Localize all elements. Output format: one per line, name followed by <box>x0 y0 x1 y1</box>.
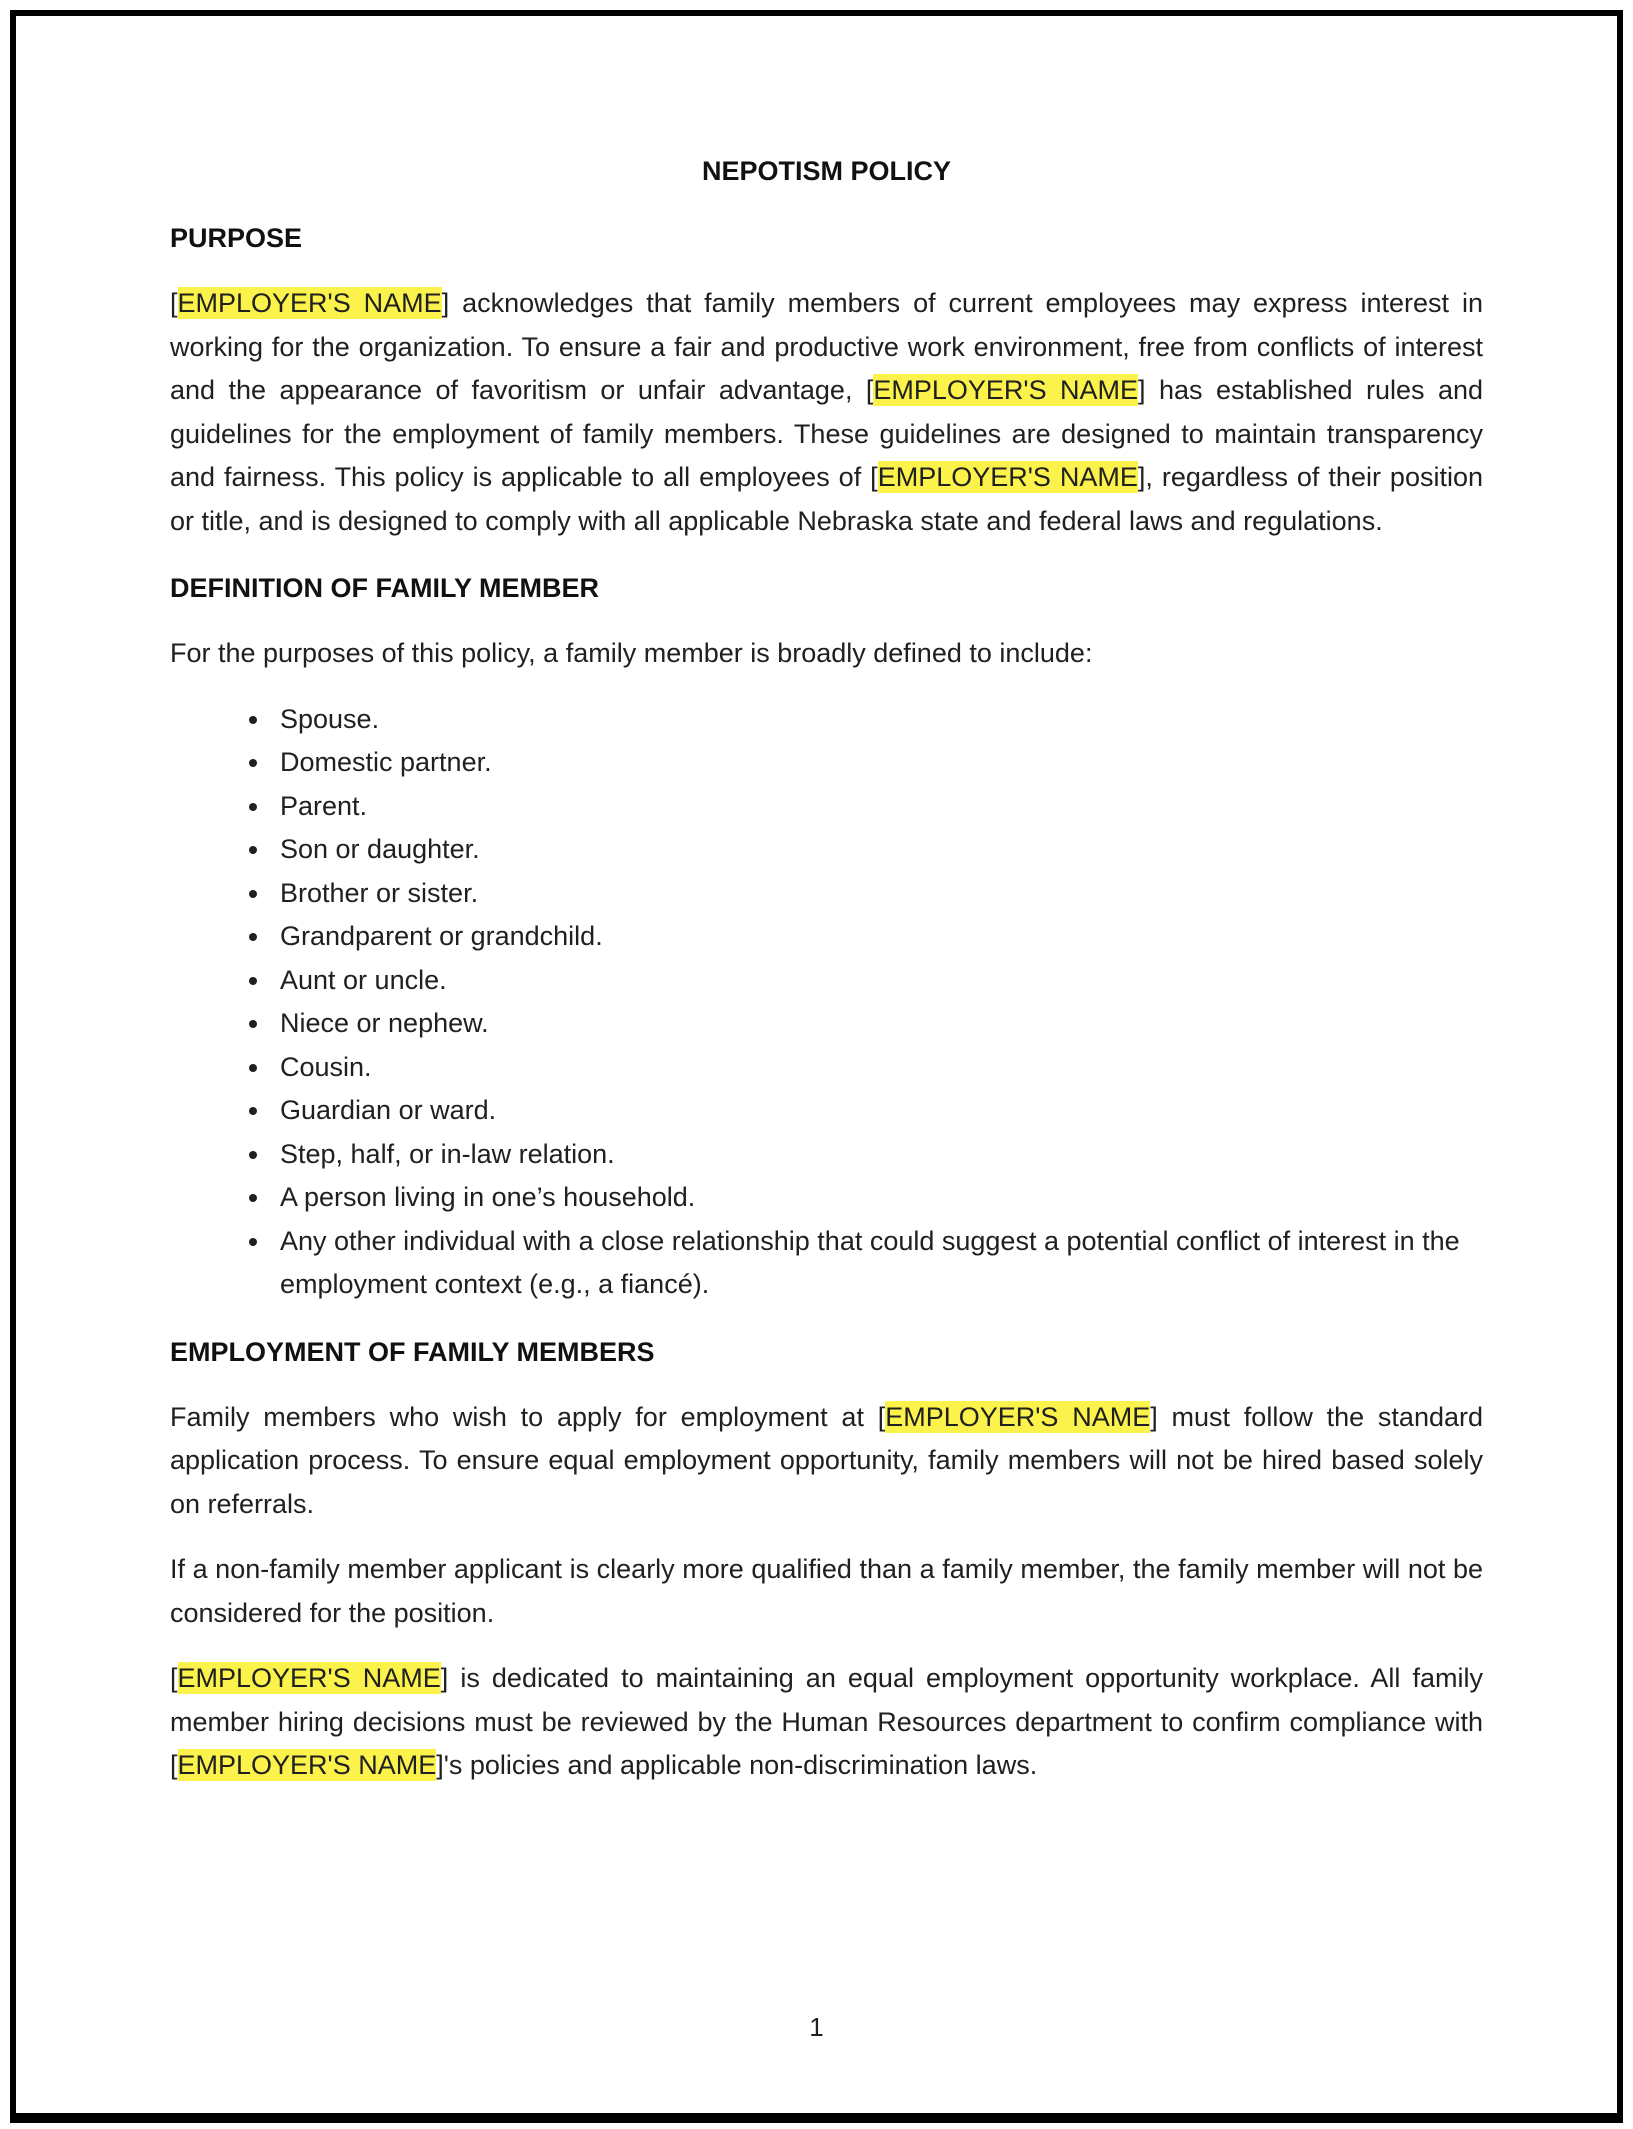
section-heading-employment: EMPLOYMENT OF FAMILY MEMBERS <box>170 1336 655 1367</box>
text-segment: ] must follow the standard application process. To ensure equal employment opportunity, family members will not be hired based solely on referrals. <box>170 1401 1483 1519</box>
list-item: • Brother or sister. <box>272 872 1483 916</box>
list-item: • Aunt or uncle. <box>272 959 1483 1003</box>
list-item: • A person living in one’s household. <box>272 1176 1483 1220</box>
list-item: • Son or daughter. <box>272 828 1483 872</box>
document-body <box>170 150 1483 1810</box>
text-segment: Family members who wish to apply for employment at [ <box>170 1401 886 1432</box>
list-item: • Grandparent or grandchild. <box>272 915 1483 959</box>
highlighted-placeholder: EMPLOYER'S NAME <box>177 1750 437 1780</box>
section-heading-purpose: PURPOSE <box>170 223 303 253</box>
definition-intro-paragraph: For the purposes of this policy, a family member is broadly defined to include: <box>170 638 1093 668</box>
text-segment: ] is dedicated to maintaining an equal employment opportunity workplace. All family member hiring decisions must be reviewed by the Human Resources department to confirm compliance with [ <box>170 1663 1483 1780</box>
list-item: • Any other individual with a close relationship that could suggest a potential conflict of interest in the employment context (e.g., a fiancé). <box>272 1220 1483 1307</box>
highlighted-placeholder: EMPLOYER'S NAME <box>877 462 1138 492</box>
highlighted-placeholder: EMPLOYER'S NAME <box>177 1663 441 1693</box>
list-item: • Spouse. <box>272 698 1483 742</box>
list-item: • Step, half, or in-law relation. <box>272 1133 1483 1177</box>
list-item: • Cousin. <box>272 1046 1483 1090</box>
section-heading-definition: DEFINITION OF FAMILY MEMBER <box>170 573 600 603</box>
page-number: 1 <box>809 2012 824 2042</box>
family-member-list <box>170 698 1483 1307</box>
text-segment: ]'s policies and applicable non-discrimination laws. <box>436 1750 1038 1780</box>
list-item: • Niece or nephew. <box>272 1002 1483 1046</box>
list-item: • Parent. <box>272 785 1483 829</box>
highlighted-placeholder: EMPLOYER'S NAME <box>177 288 442 318</box>
highlighted-placeholder: EMPLOYER'S NAME <box>885 1401 1151 1432</box>
employment-paragraph-1 <box>170 1396 1483 1527</box>
page-title: NEPOTISM POLICY <box>701 156 952 186</box>
text-segment: ], regardless of their position or title, and is designed to comply with all applicable Nebraska state and federal laws and regulations. <box>170 462 1483 536</box>
text-segment: If a non-family member applicant is clearly more qualified than a family member, the family member will not be considered for the position. <box>170 1554 1483 1628</box>
text-segment: ] acknowledges that family members of current employees may express interest in working for the organization. To ensure a fair and productive work environment, free from conflicts of interest and the appearance of favoritism or unfair advantage, [ <box>170 288 1483 405</box>
list-item: • Guardian or ward. <box>272 1089 1483 1133</box>
employment-paragraph-3 <box>170 1657 1483 1788</box>
employment-paragraph-2 <box>170 1548 1483 1635</box>
text-segment: [ <box>170 1663 178 1693</box>
text-segment: ] has established rules and guidelines for the employment of family members. These guidelines are designed to maintain transparency and fairness. This policy is applicable to all employees of [ <box>170 375 1483 492</box>
list-item: • Domestic partner. <box>272 741 1483 785</box>
purpose-paragraph <box>170 282 1483 543</box>
text-segment: [ <box>170 288 178 318</box>
highlighted-placeholder: EMPLOYER'S NAME <box>873 375 1139 405</box>
